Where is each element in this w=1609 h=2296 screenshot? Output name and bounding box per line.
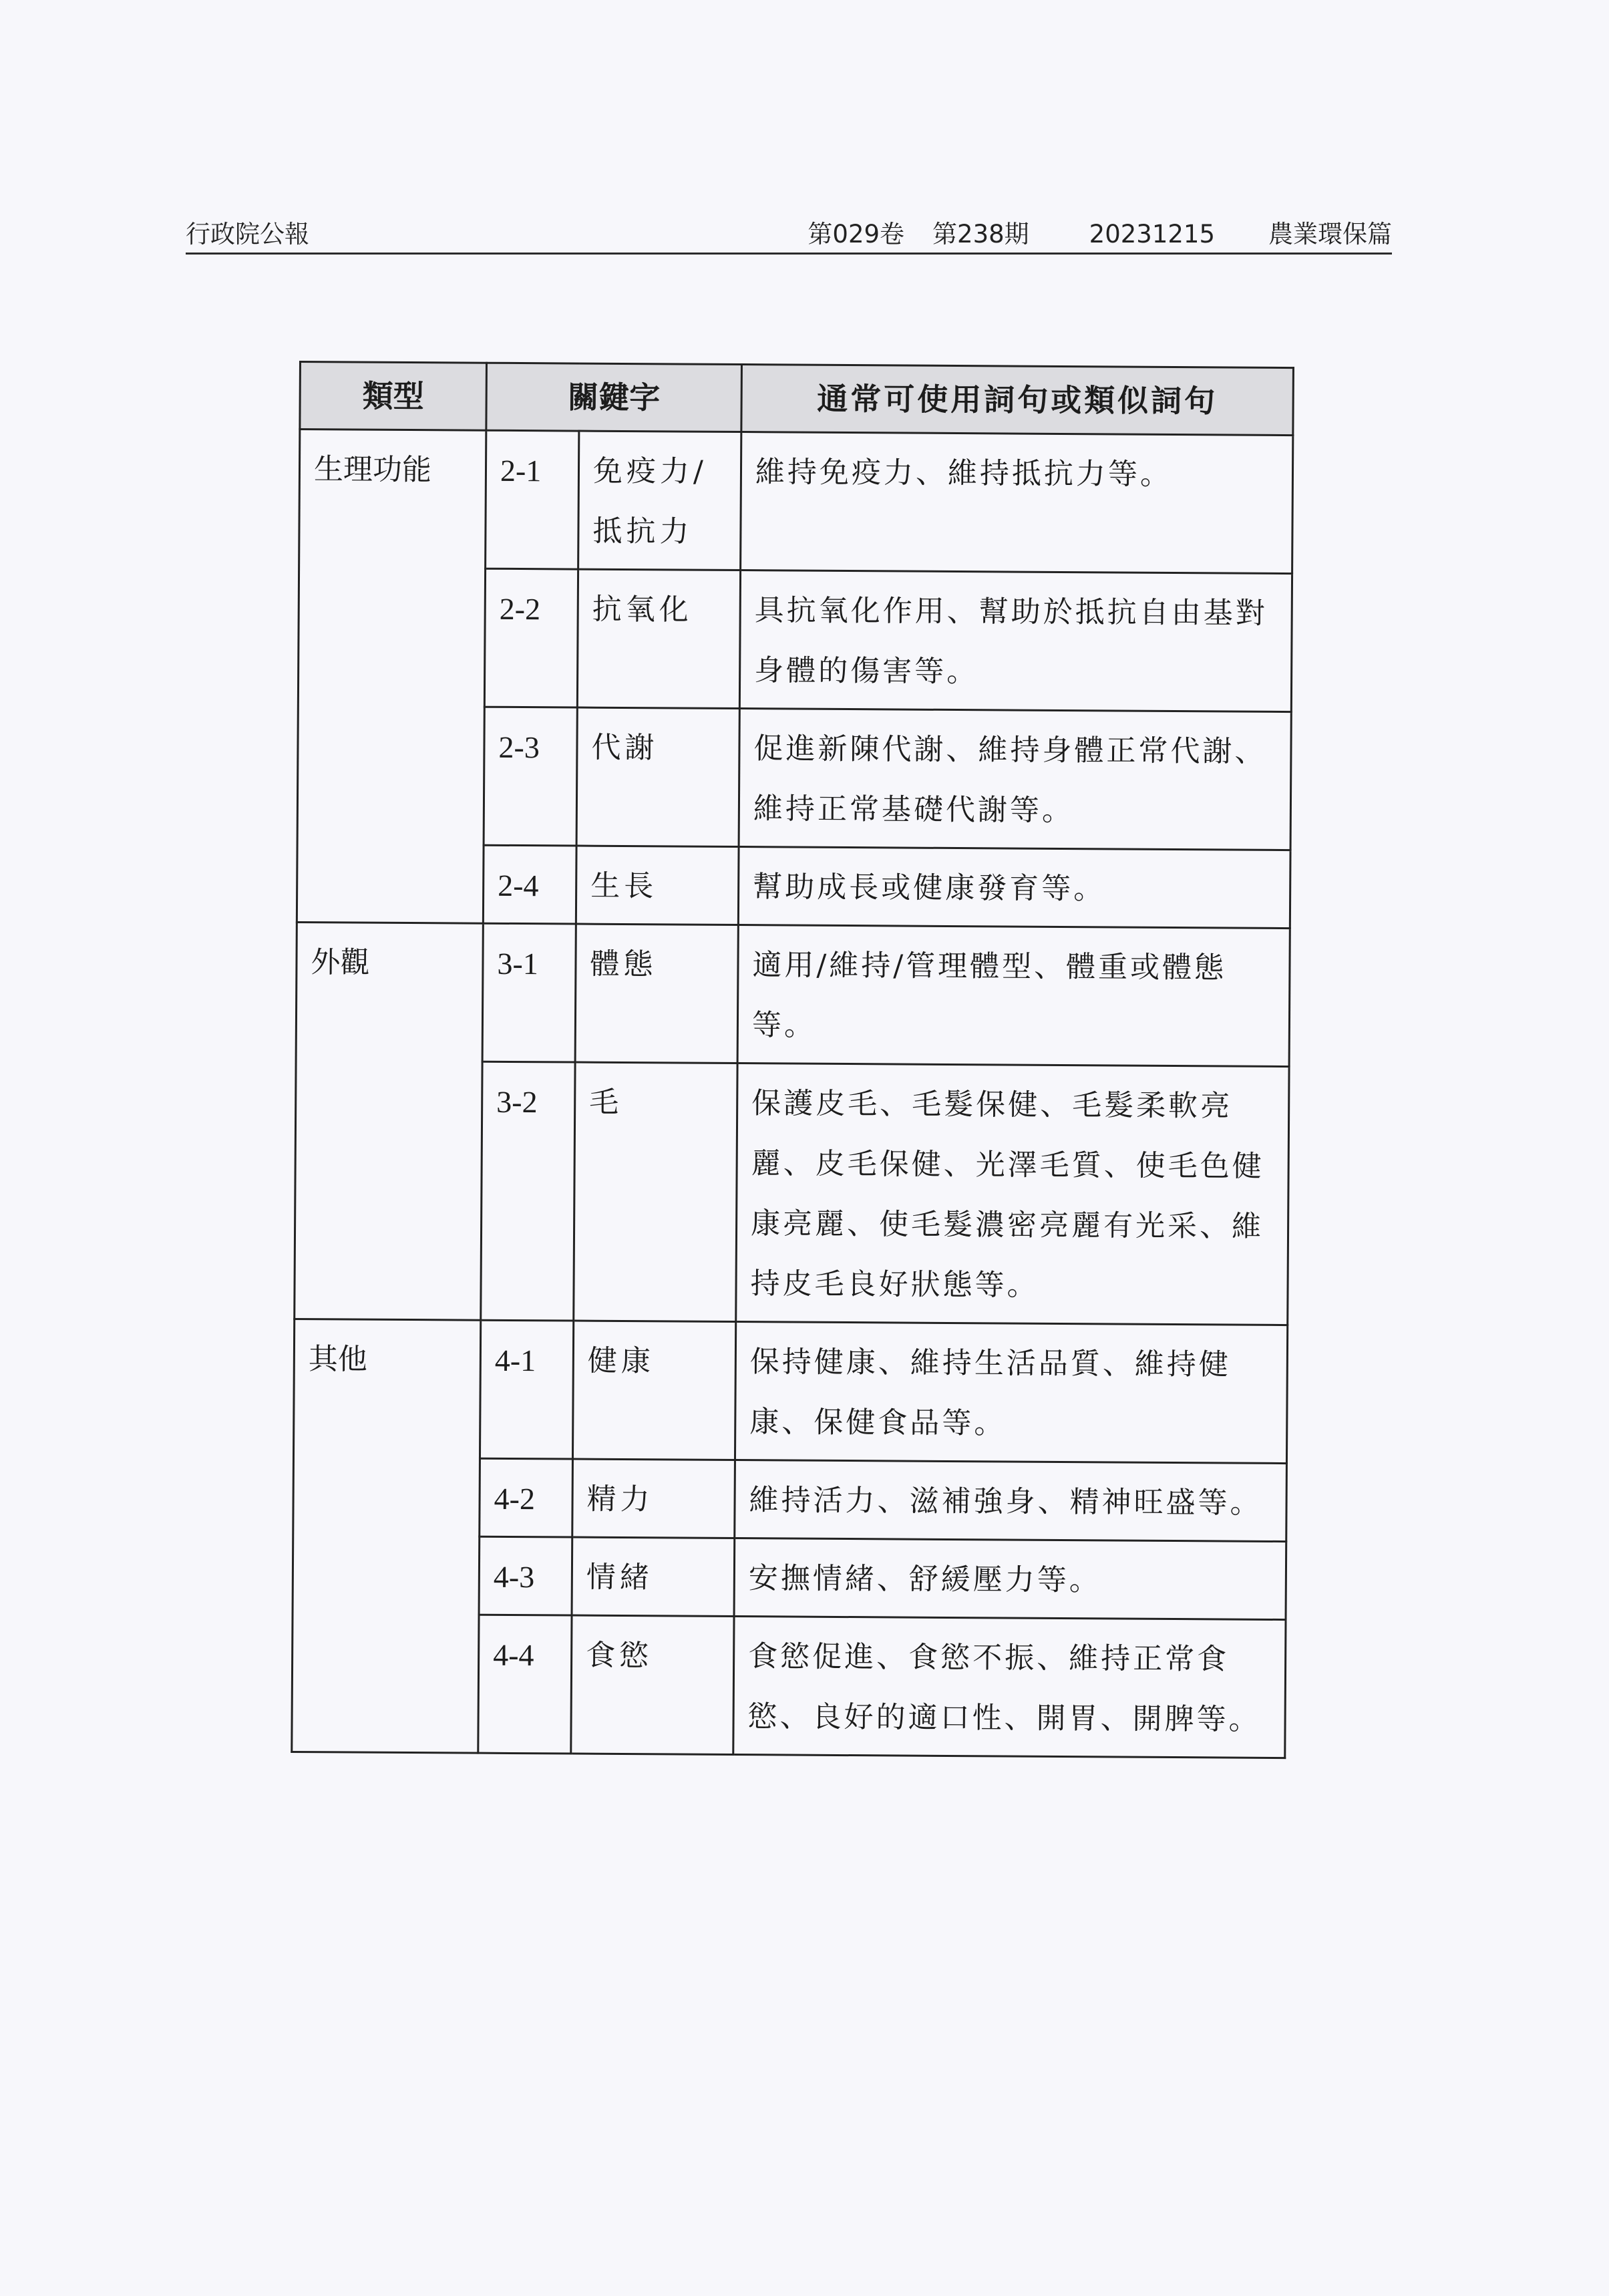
- code-cell: 4-4: [478, 1615, 572, 1754]
- keyword-cell: 情緒: [572, 1537, 735, 1616]
- type-cell: 其他: [292, 1319, 481, 1753]
- keyword-cell: 抗氧化: [577, 569, 740, 708]
- header-phrases: 通常可使用詞句或類似詞句: [741, 365, 1294, 436]
- date-label: 20231215: [1089, 220, 1215, 249]
- phrases-cell: 具抗氧化作用、幫助於抵抗自由基對身體的傷害等。: [739, 570, 1292, 712]
- volume-label: 第029卷: [808, 220, 905, 249]
- phrases-cell: 保護皮毛、毛髮保健、毛髮柔軟亮麗、皮毛保健、光澤毛質、使毛色健康亮麗、使毛髮濃密亮麗有光采、維持皮毛良好狀態等。: [736, 1063, 1289, 1325]
- phrases-cell: 適用/維持/管理體型、體重或體態等。: [737, 925, 1290, 1067]
- code-cell: 2-1: [486, 430, 579, 569]
- keyword-cell: 代謝: [576, 707, 739, 846]
- type-cell: 生理功能: [297, 430, 486, 924]
- code-cell: 4-1: [480, 1320, 573, 1459]
- code-cell: 3-2: [481, 1061, 575, 1321]
- phrases-cell: 幫助成長或健康發育等。: [738, 847, 1290, 929]
- header-keyword: 關鍵字: [486, 363, 742, 432]
- page-header: [186, 215, 1392, 255]
- table-row: [299, 430, 1293, 574]
- keyword-cell: 生長: [576, 846, 739, 925]
- table-header-row: [300, 362, 1294, 436]
- code-cell: 2-2: [484, 568, 578, 707]
- phrases-cell: 安撫情緒、舒緩壓力等。: [734, 1538, 1286, 1620]
- publication-title: 行政院公報: [186, 220, 309, 249]
- type-cell: 外觀: [295, 922, 484, 1320]
- code-cell: 4-2: [480, 1458, 573, 1537]
- table-row: [293, 1319, 1287, 1463]
- phrases-cell: 促進新陳代謝、維持身體正常代謝、維持正常基礎代謝等。: [739, 709, 1291, 850]
- keyword-cell: 毛: [574, 1062, 737, 1321]
- issue-label: 第238期: [932, 220, 1029, 249]
- table-row: [296, 922, 1290, 1066]
- code-cell: 2-3: [484, 707, 577, 846]
- code-cell: 4-3: [479, 1536, 572, 1615]
- keyword-cell: 食慾: [571, 1615, 734, 1754]
- issue-info: [808, 214, 1392, 250]
- phrases-cell: 維持活力、滋補強身、精神旺盛等。: [735, 1460, 1287, 1542]
- phrases-cell: 保持健康、維持生活品質、維持健康、保健食品等。: [735, 1322, 1287, 1464]
- keyword-table: [291, 361, 1294, 1759]
- keyword-cell: 精力: [572, 1459, 735, 1538]
- code-cell: 3-1: [482, 923, 576, 1062]
- phrases-cell: 維持免疫力、維持抵抗力等。: [741, 432, 1293, 574]
- keyword-cell: 健康: [572, 1321, 735, 1460]
- keyword-cell: 體態: [575, 924, 738, 1063]
- keyword-cell: 免疫力/抵抗力: [578, 431, 741, 570]
- section-label: 農業環保篇: [1268, 220, 1392, 249]
- header-type: 類型: [300, 362, 487, 431]
- code-cell: 2-4: [483, 845, 576, 924]
- phrases-cell: 食慾促進、食慾不振、維持正常食慾、良好的適口性、開胃、開脾等。: [733, 1617, 1286, 1758]
